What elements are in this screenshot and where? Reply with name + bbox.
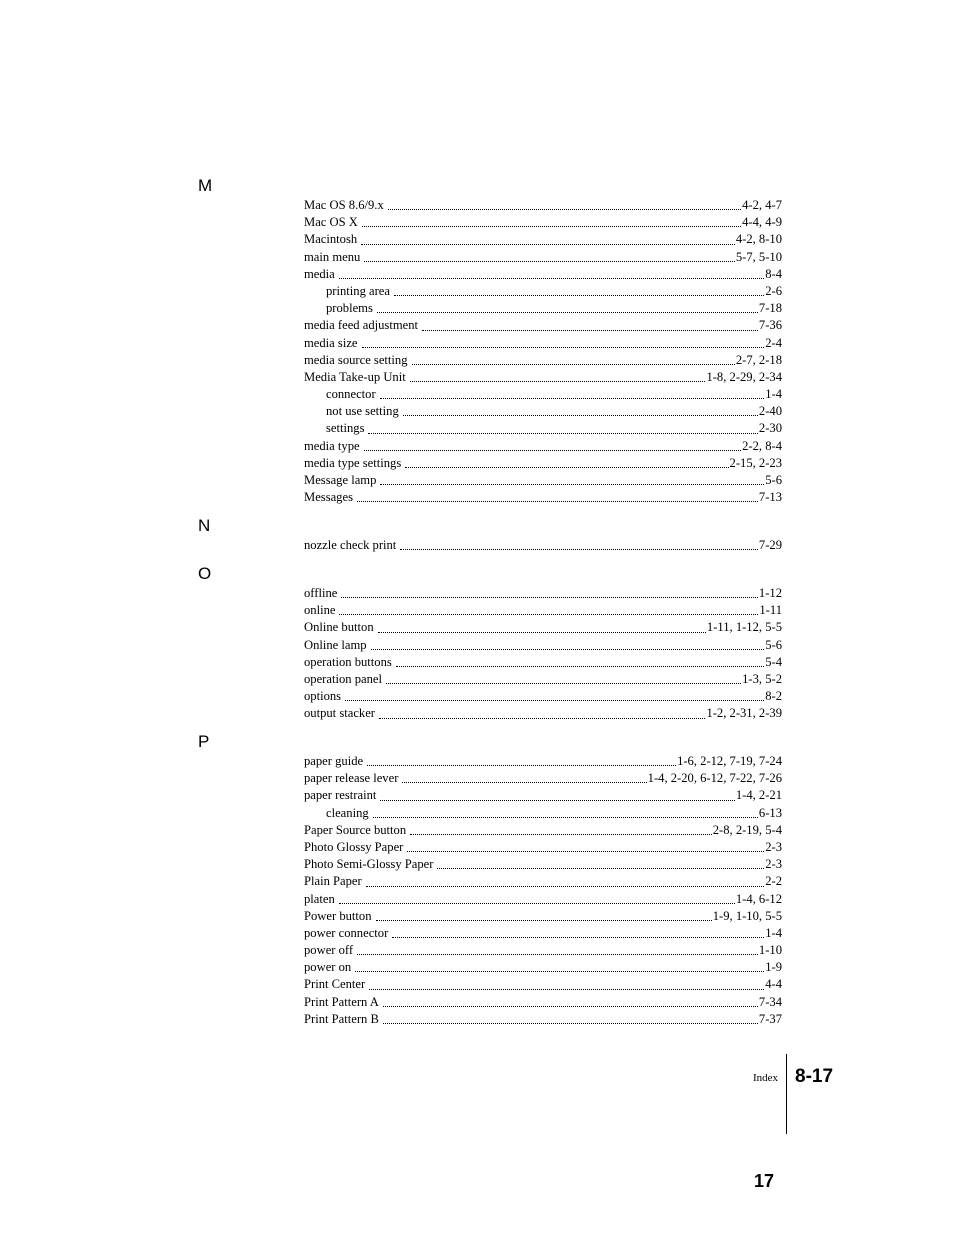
index-term: media type settings — [304, 455, 402, 470]
index-entry — [304, 585, 782, 602]
index-page-refs: 7-18 — [758, 301, 782, 316]
index-entry — [304, 822, 782, 839]
index-page-refs: 2-2 — [765, 874, 782, 889]
index-term: Photo Glossy Paper — [304, 839, 404, 854]
index-term: Media Take-up Unit — [304, 369, 406, 384]
index-entry — [304, 619, 782, 636]
index-term: Online button — [304, 620, 374, 635]
index-term: Online lamp — [304, 637, 367, 652]
index-term: media type — [304, 438, 360, 453]
index-page-refs: 1-4, 2-21 — [735, 788, 782, 803]
index-page-refs: 2-7, 2-18 — [735, 352, 782, 367]
index-term: Mac OS X — [304, 215, 358, 230]
dot-leader — [345, 700, 764, 701]
index-term: options — [304, 689, 342, 704]
index-page-refs: 1-11 — [759, 603, 782, 618]
index-page-refs: 7-29 — [758, 538, 782, 552]
index-block-o — [304, 585, 782, 723]
index-page-refs: 4-2, 8-10 — [735, 232, 782, 247]
index-letter-m: M — [198, 176, 213, 195]
index-term: paper restraint — [304, 788, 377, 803]
index-page-refs: 2-4 — [765, 335, 782, 350]
index-page-refs: 6-13 — [758, 805, 782, 820]
index-term: main menu — [304, 249, 361, 264]
dot-leader — [380, 398, 765, 399]
dot-leader — [373, 817, 758, 818]
dot-leader — [357, 954, 758, 955]
index-subentry — [304, 805, 782, 822]
index-page-refs: 1-10 — [758, 943, 782, 958]
index-term: operation buttons — [304, 654, 392, 669]
dot-leader — [388, 209, 741, 210]
index-entry — [304, 472, 782, 489]
index-term: not use setting — [326, 404, 399, 419]
index-term: connector — [326, 387, 376, 402]
index-page-refs: 5-4 — [765, 654, 782, 669]
index-letter-o: O — [198, 564, 212, 583]
index-entry — [304, 369, 782, 386]
dot-leader — [402, 782, 646, 783]
index-entry — [304, 942, 782, 959]
dot-leader — [355, 971, 764, 972]
dot-leader — [357, 501, 758, 502]
index-page-refs: 5-6 — [765, 637, 782, 652]
index-entry — [304, 787, 782, 804]
index-page-refs: 7-34 — [758, 994, 782, 1009]
index-page-refs: 4-4 — [765, 977, 782, 992]
index-entry — [304, 317, 782, 334]
footer-chapter-page: 8-17 — [795, 1066, 834, 1087]
dot-leader — [339, 278, 764, 279]
index-page-refs: 1-12 — [758, 586, 782, 600]
index-entry — [304, 959, 782, 976]
index-page-refs: 7-36 — [758, 318, 782, 333]
index-term: operation panel — [304, 671, 382, 686]
dot-leader — [371, 649, 765, 650]
dot-leader — [410, 381, 706, 382]
index-page-refs: 1-4, 6-12 — [735, 891, 782, 906]
index-page-refs: 4-4, 4-9 — [742, 215, 782, 230]
index-term: Power button — [304, 908, 372, 923]
index-page-refs: 2-15, 2-23 — [729, 455, 782, 470]
index-term: Plain Paper — [304, 874, 362, 889]
dot-leader — [396, 666, 764, 667]
index-page-refs: 1-3, 5-2 — [742, 671, 782, 686]
index-entry — [304, 839, 782, 856]
dot-leader — [422, 330, 758, 331]
dot-leader — [386, 683, 741, 684]
index-entry — [304, 489, 782, 506]
footer-section-label: Index — [753, 1072, 779, 1084]
index-entry — [304, 976, 782, 993]
index-entry — [304, 753, 782, 770]
index-entry — [304, 688, 782, 705]
dot-leader — [400, 549, 758, 550]
index-term: media size — [304, 335, 358, 350]
index-term: Print Pattern B — [304, 1011, 379, 1026]
index-term: Message lamp — [304, 473, 377, 487]
index-page-refs: 2-30 — [758, 421, 782, 436]
dot-leader — [392, 937, 764, 938]
index-entry — [304, 671, 782, 688]
index-subentry — [304, 386, 782, 403]
index-term: printing area — [326, 283, 390, 298]
index-entry — [304, 335, 782, 352]
index-term: media feed adjustment — [304, 318, 419, 333]
index-entry — [304, 637, 782, 654]
dot-leader — [379, 718, 705, 719]
dot-leader — [437, 868, 764, 869]
index-entry — [304, 231, 782, 248]
index-page-refs: 1-11, 1-12, 5-5 — [706, 620, 782, 635]
index-page-refs: 2-6 — [765, 283, 782, 298]
dot-leader — [380, 484, 764, 485]
index-page-refs: 7-13 — [758, 490, 782, 505]
dot-leader — [394, 295, 764, 296]
index-page-refs: 1-4 — [765, 925, 782, 940]
index-letter-p: P — [198, 732, 210, 751]
index-page-refs: 5-7, 5-10 — [735, 249, 782, 264]
index-term: media — [304, 266, 335, 281]
index-block-p — [304, 753, 782, 1028]
index-term: power off — [304, 943, 354, 958]
index-subentry — [304, 420, 782, 437]
index-subentry — [304, 283, 782, 300]
index-term: offline — [304, 586, 338, 600]
index-term: Mac OS 8.6/9.x — [304, 198, 384, 212]
dot-leader — [383, 1023, 758, 1024]
index-term: Paper Source button — [304, 822, 407, 837]
index-page-refs: 1-4, 2-20, 6-12, 7-22, 7-26 — [647, 771, 782, 786]
dot-leader — [366, 886, 764, 887]
index-page-refs: 2-2, 8-4 — [742, 438, 782, 453]
index-entry — [304, 1011, 782, 1028]
index-entry — [304, 994, 782, 1011]
index-term: paper release lever — [304, 771, 399, 786]
index-term: problems — [326, 301, 373, 316]
index-entry — [304, 455, 782, 472]
index-page-refs: 2-8, 2-19, 5-4 — [712, 822, 782, 837]
index-term: settings — [326, 421, 365, 436]
index-page-refs: 2-40 — [758, 404, 782, 419]
index-page-refs: 1-9, 1-10, 5-5 — [712, 908, 782, 923]
index-term: output stacker — [304, 706, 375, 721]
dot-leader — [364, 261, 735, 262]
index-page-refs: 1-9 — [765, 960, 782, 975]
page-number: 17 — [754, 1171, 775, 1191]
index-term: nozzle check print — [304, 538, 397, 552]
index-page-refs: 5-6 — [765, 473, 782, 487]
dot-leader — [362, 347, 765, 348]
index-page-refs: 7-37 — [758, 1011, 782, 1026]
index-letter-n: N — [198, 516, 211, 535]
dot-leader — [367, 765, 676, 766]
dot-leader — [339, 614, 758, 615]
dot-leader — [369, 989, 764, 990]
index-subentry — [304, 300, 782, 317]
index-page-refs: 4-2, 4-7 — [742, 198, 782, 212]
index-term: Messages — [304, 490, 353, 505]
dot-leader — [407, 851, 764, 852]
dot-leader — [412, 364, 735, 365]
dot-leader — [410, 834, 712, 835]
dot-leader — [378, 632, 706, 633]
dot-leader — [380, 800, 734, 801]
index-entry — [304, 856, 782, 873]
index-entry — [304, 537, 782, 554]
index-subentry — [304, 403, 782, 420]
index-block-m — [304, 197, 782, 506]
index-entry — [304, 214, 782, 231]
index-page-refs: 2-3 — [765, 857, 782, 872]
dot-leader — [362, 226, 741, 227]
index-entry — [304, 891, 782, 908]
index-entry — [304, 908, 782, 925]
dot-leader — [405, 467, 728, 468]
index-term: Macintosh — [304, 232, 358, 247]
index-entry — [304, 197, 782, 214]
dot-leader — [403, 415, 758, 416]
dot-leader — [376, 920, 712, 921]
index-entry — [304, 266, 782, 283]
dot-leader — [377, 312, 758, 313]
index-term: media source setting — [304, 352, 408, 367]
dot-leader — [361, 244, 735, 245]
index-page-refs: 8-4 — [765, 266, 782, 281]
index-entry — [304, 438, 782, 455]
index-entry — [304, 352, 782, 369]
index-entry — [304, 705, 782, 722]
index-entry — [304, 770, 782, 787]
index-page-refs: 1-2, 2-31, 2-39 — [706, 706, 782, 721]
index-term: platen — [304, 891, 335, 906]
index-term: power connector — [304, 925, 389, 940]
dot-leader — [368, 433, 757, 434]
index-page-refs: 8-2 — [765, 689, 782, 704]
index-page-refs: 1-4 — [765, 387, 782, 402]
index-entry — [304, 654, 782, 671]
index-entry — [304, 873, 782, 890]
dot-leader — [364, 450, 742, 451]
index-term: Print Pattern A — [304, 994, 379, 1009]
index-entry — [304, 925, 782, 942]
index-block-n — [304, 537, 782, 554]
index-page-refs: 1-6, 2-12, 7-19, 7-24 — [677, 754, 782, 768]
dot-leader — [341, 597, 758, 598]
index-term: cleaning — [326, 805, 369, 820]
index-term: Print Center — [304, 977, 366, 992]
index-entry — [304, 249, 782, 266]
dot-leader — [339, 903, 735, 904]
index-page-refs: 1-8, 2-29, 2-34 — [706, 369, 782, 384]
index-term: Photo Semi-Glossy Paper — [304, 857, 434, 872]
index-term: paper guide — [304, 754, 364, 768]
dot-leader — [383, 1006, 758, 1007]
index-entry — [304, 602, 782, 619]
index-page-refs: 2-3 — [765, 839, 782, 854]
footer-divider — [786, 1054, 787, 1134]
index-term: online — [304, 603, 336, 618]
index-term: power on — [304, 960, 352, 975]
